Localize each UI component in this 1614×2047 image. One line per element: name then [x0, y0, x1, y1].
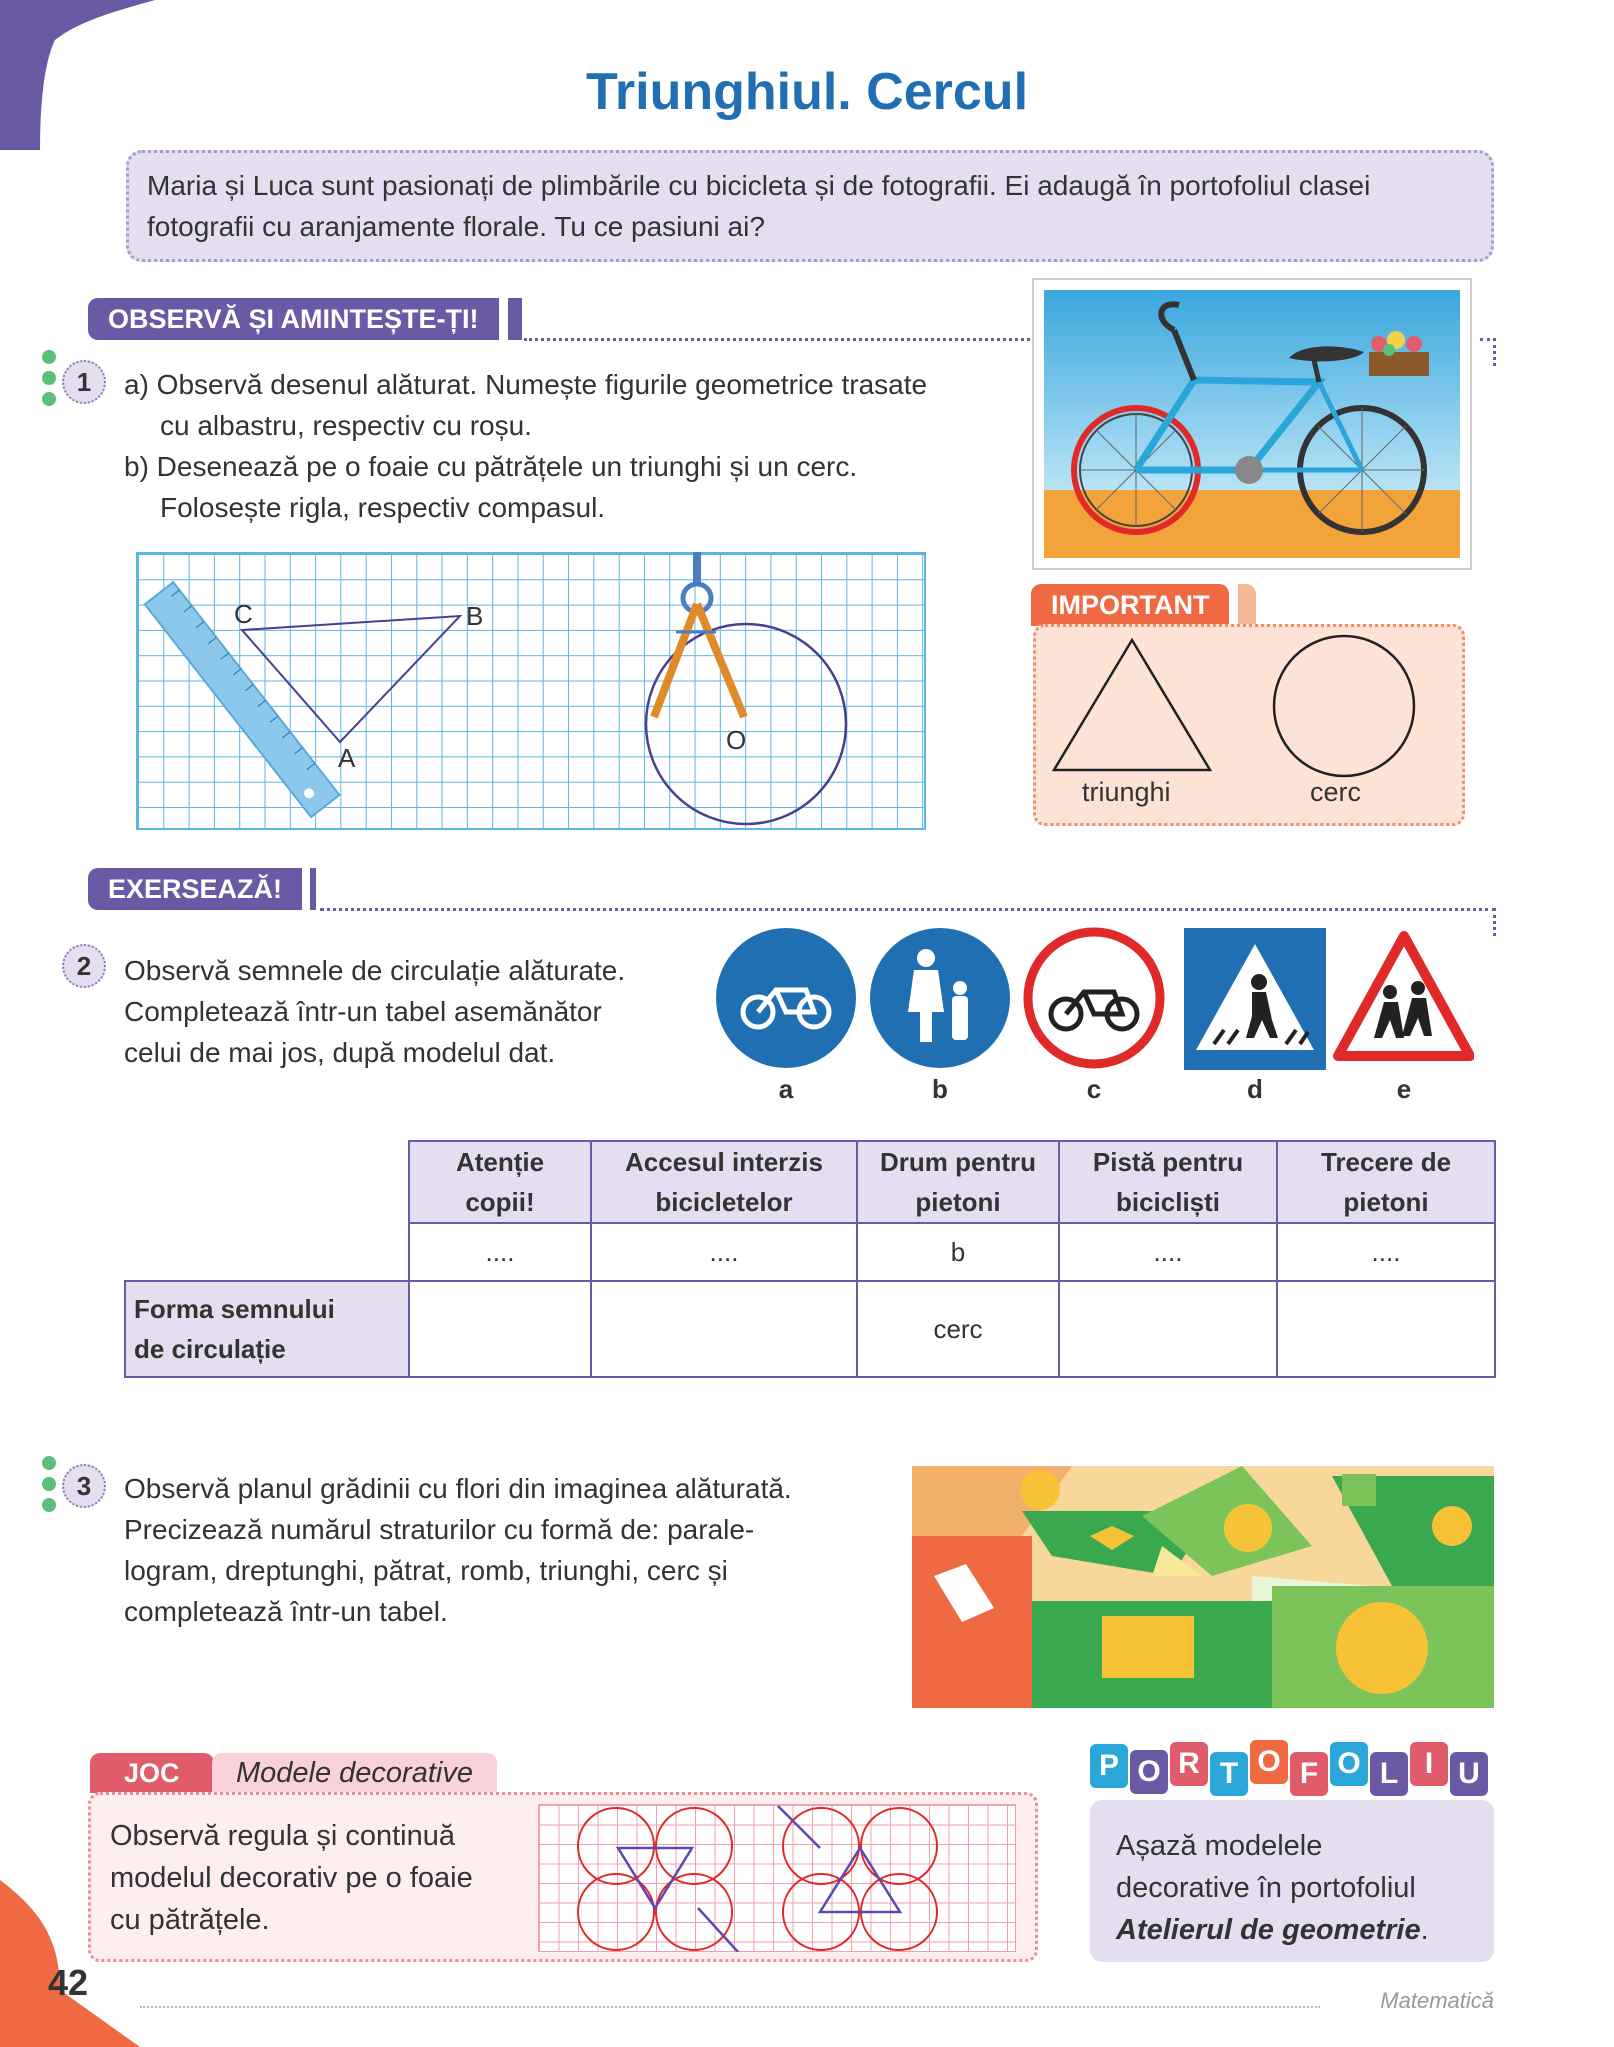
exercise-text: Completează într-un tabel asemănător — [124, 996, 602, 1027]
circle-shape — [1274, 636, 1414, 776]
exercise-text: Precizează numărul straturilor cu formă de: parale- — [124, 1514, 755, 1545]
exercise-text: Observă semnele de circulație alăturate. — [124, 955, 626, 986]
portofoliu-letter: P — [1090, 1744, 1128, 1788]
triangle-shape — [1054, 640, 1210, 770]
table-header: Accesul interzis bicicletelor — [591, 1141, 857, 1223]
sign-bicycle-path — [716, 928, 856, 1068]
exercise-text: completează într-un tabel. — [124, 1596, 448, 1627]
exercise-text: cu albastru, respectiv cu roșu. — [160, 410, 532, 441]
exercise-number: 3 — [62, 1464, 106, 1508]
portofoliu-text: Așază modelele — [1116, 1830, 1323, 1862]
point-label-o: O — [726, 725, 747, 755]
bicycle-photo-frame — [1032, 278, 1472, 570]
portofoliu-letter: O — [1130, 1750, 1168, 1794]
circle-label: cerc — [1310, 777, 1362, 807]
page-number: 42 — [48, 1962, 89, 2003]
sign-label: d — [1247, 1074, 1263, 1104]
portofoliu-letter: I — [1410, 1742, 1448, 1786]
joc-subtitle: Modele decorative — [212, 1753, 497, 1793]
sign-children-warning — [1338, 936, 1470, 1056]
portofoliu-letter: O — [1330, 1742, 1368, 1786]
table-cell — [1059, 1281, 1277, 1377]
important-tag-end — [1238, 584, 1256, 626]
table-cell: .... — [1277, 1223, 1495, 1281]
table-header: Pistă pentru bicicliști — [1059, 1141, 1277, 1223]
table-cell: .... — [591, 1223, 857, 1281]
table-header: Atenție copii! — [409, 1141, 591, 1223]
table-row — [125, 1281, 1495, 1377]
table-header: Trecere de pietoni — [1277, 1141, 1495, 1223]
table-cell: cerc — [857, 1281, 1059, 1377]
bullet-dot — [42, 1498, 56, 1512]
footer-subject: Matematică — [1380, 1988, 1494, 2013]
dotted-divider — [320, 908, 1496, 911]
triangle-label: triunghi — [1082, 777, 1171, 807]
joc-text: Observă regula și continuă — [110, 1820, 455, 1852]
exercise-text: a) Observă desenul alăturat. Numește figurile geometrice trasate — [124, 369, 928, 400]
portofoliu-letter: U — [1450, 1752, 1488, 1796]
exercise-number: 1 — [62, 360, 106, 404]
bullet-dot — [42, 1456, 56, 1470]
intro-box: Maria și Luca sunt pasionați de plimbările cu bicicleta și de fotografii. Ei adaugă în portofoliul clasei fotografii cu aranjamente florale. Tu ce pasiuni ai? — [126, 150, 1494, 262]
portofoliu-letter: R — [1170, 1742, 1208, 1786]
bicycle-photo — [1044, 290, 1460, 558]
dotted-divider-end — [1480, 908, 1496, 936]
dotted-divider — [524, 338, 1036, 341]
exercise-text: logram, dreptunghi, pătrat, romb, triunghi, cerc și — [124, 1555, 728, 1586]
exercise-text: Observă planul grădinii cu flori din imaginea alăturată. — [124, 1473, 792, 1504]
decorative-pattern — [538, 1804, 1016, 1952]
table-cell: .... — [1059, 1223, 1277, 1281]
sign-label: b — [932, 1074, 948, 1104]
page-title: Triunghiul. Cercul — [585, 63, 1029, 121]
bullet-dot — [42, 371, 56, 385]
portofoliu-letter: L — [1370, 1752, 1408, 1796]
section-tag-exercise: EXERSEAZĂ! — [88, 868, 302, 910]
portofoliu-letter: O — [1250, 1740, 1288, 1784]
table-cell — [1277, 1281, 1495, 1377]
bullet-dot — [42, 1477, 56, 1491]
section-tag-end — [310, 868, 316, 910]
exercise-number: 2 — [62, 944, 106, 988]
bullet-dot — [42, 350, 56, 364]
sign-pedestrian-crossing — [1184, 928, 1326, 1070]
table-row — [125, 1223, 1495, 1281]
portofoliu-text-bold: Atelierul de geometrie. — [1116, 1914, 1429, 1946]
table-header: Drum pentru pietoni — [857, 1141, 1059, 1223]
joc-text: modelul decorativ pe o foaie — [110, 1862, 473, 1894]
portofoliu-text: decorative în portofoliul — [1116, 1872, 1416, 1904]
portofoliu-letter: T — [1210, 1752, 1248, 1796]
important-tag: IMPORTANT — [1031, 584, 1229, 626]
point-label-a: A — [338, 743, 356, 773]
bullet-dot — [42, 392, 56, 406]
signs-table — [124, 1140, 1496, 1378]
table-cell: .... — [409, 1223, 591, 1281]
geometry-drawing — [136, 552, 926, 830]
joc-tag: JOC — [90, 1753, 214, 1793]
portofoliu-title — [1090, 1740, 1488, 1796]
dotted-divider-end — [1480, 338, 1496, 366]
sign-no-bicycles — [1028, 932, 1160, 1064]
footer-divider — [140, 2006, 1320, 2008]
point-label-b: B — [466, 601, 484, 631]
shapes-illustration — [1050, 634, 1450, 784]
exercise-text: b) Desenează pe o foaie cu pătrățele un triunghi și un cerc. — [124, 451, 858, 482]
section-tag-observe: OBSERVĂ ȘI AMINTEȘTE-ȚI! — [88, 298, 499, 340]
portofoliu-letter: F — [1290, 1752, 1328, 1796]
table-header-row — [125, 1141, 1495, 1223]
sign-label: e — [1396, 1074, 1412, 1104]
sign-label: a — [778, 1074, 794, 1104]
table-cell: b — [857, 1223, 1059, 1281]
garden-plan — [912, 1466, 1494, 1708]
section-tag-end — [508, 298, 522, 340]
point-label-c: C — [234, 599, 253, 629]
traffic-signs — [714, 926, 1474, 1074]
table-row-label: Forma semnului de circulație — [125, 1281, 409, 1377]
table-cell — [409, 1281, 591, 1377]
sign-label: c — [1086, 1074, 1102, 1104]
exercise-text: Folosește rigla, respectiv compasul. — [160, 492, 606, 523]
sign-pedestrian-path — [870, 928, 1010, 1068]
exercise-text: celui de mai jos, după modelul dat. — [124, 1037, 556, 1068]
table-cell — [591, 1281, 857, 1377]
joc-text: cu pătrățele. — [110, 1904, 270, 1936]
